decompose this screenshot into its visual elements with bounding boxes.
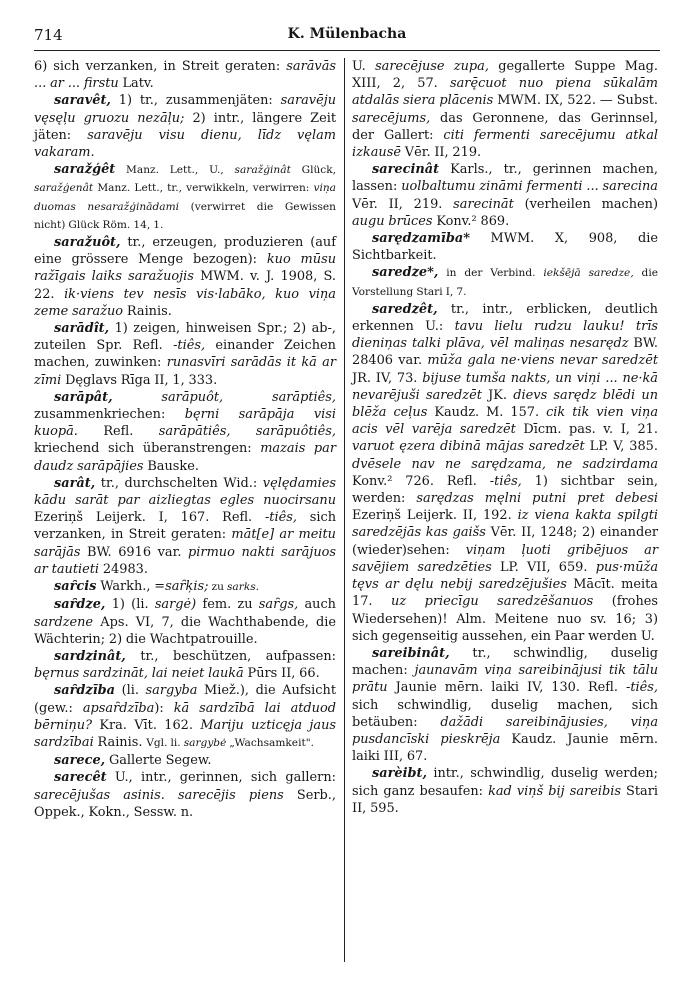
entry-example: uolbaltumu zināmi fermenti ... sarecina	[401, 179, 658, 195]
entry-text: Mācīt. meita 17.	[352, 577, 658, 610]
entry-example: jaunavām viņa sareibinājusi tik tālu prātu	[352, 663, 658, 696]
entry-example: saȓgs,	[258, 597, 299, 613]
entry-text: sich verzanken, in Streit geraten:	[34, 510, 336, 543]
entry-headword: sarāpât,	[54, 389, 113, 405]
dictionary-entry	[34, 389, 336, 475]
dictionary-entry	[34, 92, 336, 161]
entry-example: sarecējuse zupa,	[375, 59, 489, 74]
entry-example: kad viņš bij sareibis	[488, 783, 621, 799]
entry-example: sardzene	[34, 614, 94, 630]
entry-text: fem. zu	[196, 597, 259, 613]
entry-headword: saredze*,	[372, 265, 439, 281]
entry-text: Rainis.	[93, 734, 147, 750]
entry-text: Vēr. II, 219.	[400, 145, 482, 161]
entry-text: die Vorstellung Stari I, 7.	[352, 267, 658, 298]
entry-text: Konv.² 869.	[432, 213, 510, 229]
entry-text: Bauske.	[143, 458, 199, 474]
entry-text: Kra. Vīt. 162.	[91, 717, 201, 733]
entry-example: saražģenât	[34, 182, 94, 195]
entry-text: ):	[154, 700, 174, 716]
entry-text: Ezeriņš Leijerk. I, 167. Refl.	[34, 510, 265, 526]
dictionary-entry	[34, 769, 336, 821]
entry-headword: saražuôt,	[54, 235, 121, 251]
entry-text: „Wachsamkeit".	[226, 736, 314, 749]
left-column	[34, 58, 336, 821]
entry-example: pus·mūža tęvs ar dęlu nebij saredzējušies	[352, 559, 659, 593]
entry-text: Vēr. II, 219.	[352, 196, 454, 212]
entry-example: sarecējums,	[352, 110, 431, 126]
dictionary-entry	[352, 161, 658, 230]
entry-example: augu brūces	[352, 213, 433, 229]
entry-text: sich schwindlig, duselig machen, sich betäuben:	[352, 697, 658, 730]
entry-text: Manz. Lett., tr., verwikkeln, verwirren:	[93, 182, 314, 195]
dictionary-entry	[34, 578, 336, 596]
entry-example: apsaȓdzība	[82, 700, 155, 716]
right-column	[352, 58, 658, 817]
entry-text: einander Zeichen machen, zuwinken:	[34, 338, 336, 371]
entry-headword: saȓcis	[54, 579, 97, 595]
entry-text: Vgl. li.	[146, 736, 184, 749]
dictionary-entry	[352, 301, 658, 645]
entry-example: viņam ļuoti gribējuos ar savējiem saredzēties	[352, 542, 658, 575]
dictionary-entry	[34, 596, 336, 648]
dictionary-entry	[352, 264, 658, 300]
entry-example: saražģinât	[234, 164, 291, 177]
dictionary-entry	[352, 645, 658, 765]
entry-example: kā sardzībā lai atduod bērniņu?	[34, 700, 337, 733]
entry-example: saravēju vęsęļu gruozu nezāļu;	[34, 93, 336, 126]
entry-text: Miež.), die Aufsicht (gew.:	[34, 683, 336, 716]
entry-text: Stari II, 595.	[352, 783, 659, 816]
entry-headword: sardzinât,	[54, 648, 126, 664]
entry-text: tr., intr., erblicken, deutlich erkennen U.:	[352, 301, 658, 335]
entry-text: zu	[208, 581, 227, 594]
entry-text: Gallerte Segew.	[105, 753, 212, 769]
entry-text: 24983.	[99, 561, 148, 577]
entry-text: zusammenkriechen:	[34, 407, 185, 423]
entry-text: gegallerte Suppe Mag. XIII, 2, 57.	[352, 59, 658, 92]
entry-example: sarecināt	[453, 196, 514, 212]
entry-text: U.	[352, 59, 376, 74]
entry-example: -tiês,	[173, 338, 206, 354]
entry-example: iz viena kakta spilgti saredzējās kas gaišs	[352, 508, 658, 541]
entry-text: Dīcm. pas. v. I, 21.	[515, 422, 658, 438]
entry-example: cik tik vien viņa acis vēl varēja saredzēt	[352, 405, 659, 438]
entry-headword: saražģêt	[54, 162, 116, 178]
entry-text: Manz. Lett., U.,	[115, 164, 235, 177]
entry-text: Pūrs II, 66.	[243, 666, 320, 682]
entry-text: 1) (li.	[105, 597, 155, 613]
entry-example: =saȓķis;	[154, 579, 209, 595]
entry-example: kuo mūsu ražīgais laiks saražuojis	[34, 252, 336, 285]
entry-example: sarāpuôt,	[112, 389, 272, 405]
entry-example: uz priecīgu saredzēšanuos	[391, 594, 594, 610]
entry-example: -tiês,	[626, 680, 658, 696]
entry-text: Kaudz. Jaunie mērn. laiki III, 67.	[352, 731, 659, 765]
dictionary-entry	[352, 58, 658, 161]
entry-text: tr., durchschelten Wid.:	[95, 475, 263, 491]
entry-text: (verheilen machen)	[513, 196, 658, 212]
entry-example: citi fermenti sarecējumu atkal izkausē	[352, 127, 658, 161]
entry-example: bęrnus sardzināt, lai neiet laukā	[34, 666, 244, 682]
entry-text: Rainis.	[123, 303, 172, 319]
dictionary-entry	[34, 648, 336, 682]
entry-example: dažādi sareibinājusies, viņa pusdancīski pieskrēja	[352, 714, 659, 747]
entry-text: 1) sichtbar sein, werden:	[352, 473, 658, 507]
entry-example: viņa duomas nesaražģinādami	[34, 182, 336, 213]
entry-example: ik·viens tev nesīs vis·labāko, kuo viņa zeme saražuo	[34, 286, 336, 319]
column-divider	[344, 58, 345, 962]
entry-text: Vēr. II, 1248; 2) einander (wieder)sehen:	[352, 525, 659, 558]
entry-example: dievs sarędz blēdi un blēža ceļus	[352, 387, 658, 421]
entry-text: MWM. X, 908, die Sichtbarkeit.	[352, 231, 658, 264]
entry-example: bęrni sarāpāja visi kuopā.	[34, 407, 336, 440]
dictionary-entry	[34, 320, 336, 389]
dictionary-entry	[34, 161, 336, 234]
entry-text: in der Verbind.	[438, 267, 544, 280]
entry-example: mūža gala ne·viens nevar saredzēt	[427, 353, 659, 369]
entry-text: das Geronnene, das Gerinnsel, der Gallert:	[352, 110, 658, 143]
entry-headword: sarât,	[54, 475, 96, 491]
entry-example: runasvīri sarādās it kā ar zīmi	[34, 355, 336, 388]
entry-text: (li.	[115, 683, 146, 699]
entry-headword: saȓdzība	[54, 683, 115, 699]
entry-example: Mariju uzticęja jaus sardzībai	[34, 717, 336, 750]
entry-text: 1) zeigen, hinweisen Spr.; 2) ab-, zuteilen Spr. Refl.	[34, 321, 336, 354]
entry-text: Kaudz. M. 157.	[427, 405, 547, 421]
entry-headword: sarecêt	[54, 770, 107, 786]
entry-text: Konv.² 726. Refl.	[352, 473, 490, 489]
entry-headword: sarecinât	[372, 162, 440, 178]
entry-text: MWM. IX, 522. — Subst.	[493, 93, 658, 109]
entry-example: sarę̄cuot nuo piena sūkalām atdalās siera plācenis	[352, 76, 658, 109]
entry-example: vęlędamies kādu sarāt par aizliegtas egles nuocirsanu	[34, 475, 336, 509]
entry-text: 6) sich verzanken, in Streit geraten:	[34, 59, 287, 74]
entry-example: pirmuo nakti sarājuos ar tautieti	[34, 544, 336, 577]
entry-text: Aps. VI, 7, die Wachthabende, die Wächterin; 2) die Wachtpatrouille.	[34, 614, 336, 647]
page-number: 714	[34, 26, 63, 44]
entry-example: māt[e] ar meitu sarājās	[34, 527, 336, 560]
entry-example: sarāvās ... ar ... firstu	[34, 59, 336, 92]
entry-text: 2) intr., längere Zeit jäten:	[34, 110, 336, 143]
entry-example: sargė)	[154, 597, 197, 613]
dictionary-entry	[34, 752, 336, 769]
entry-text: Warkh.,	[96, 579, 155, 595]
header-rule	[34, 50, 660, 51]
entry-headword: saravêt,	[54, 93, 111, 109]
entry-text: Ezeriņš Leijerk. II, 192.	[352, 508, 518, 524]
dictionary-entry	[34, 682, 336, 752]
dictionary-entry	[34, 58, 336, 92]
dictionary-entry	[352, 765, 658, 817]
page-header	[34, 26, 660, 50]
entry-example: saravēju visu dienu, līdz vęlam vakaram.	[34, 127, 336, 161]
dictionary-entry	[34, 234, 336, 320]
entry-example: mazais par daudz sarāpājies	[34, 441, 336, 474]
entry-text: kriechend sich überanstrengen:	[34, 441, 261, 457]
entry-headword: sarędzamība*	[372, 231, 470, 247]
entry-text: (verwirret die Gewissen nicht) Glück Röm. 14, 1.	[34, 200, 336, 231]
entry-headword: sarādît,	[54, 321, 110, 337]
entry-text: Dęglavs Rīga II, 1, 333.	[61, 372, 218, 388]
entry-example: varuot ęzera dibinā mājas saredzēt	[352, 439, 585, 455]
entry-example: -tiês,	[264, 510, 297, 526]
entry-text: BW. 28406 var.	[352, 336, 658, 369]
entry-text: MWM. v. J. 1908, S. 22.	[34, 269, 336, 302]
entry-example: sarāptiês,	[271, 389, 336, 405]
entry-text: Karls., tr., gerinnen machen, lassen:	[352, 162, 658, 195]
entry-headword: saȓdze,	[54, 597, 106, 613]
entry-example: tavu lielu rudzu lauku! trīs dieniņas talki plāva, vēl maliņas nesarędz	[352, 319, 658, 352]
entry-example: sargybė	[183, 736, 227, 749]
entry-example: iekšējā saredze,	[543, 267, 634, 280]
entry-example: bijuse tumša nakts, un viņi ... ne·kā nevarējuši saredzēt	[352, 370, 658, 403]
entry-text: tr., schwindlig, duselig machen:	[352, 645, 658, 679]
entry-text: Glück,	[290, 164, 336, 177]
entry-example: sarāpātiês, sarāpuôtiês,	[158, 424, 336, 440]
entry-text: Refl.	[77, 424, 159, 440]
running-head: K. Mülenbacha	[287, 26, 407, 42]
entry-text: LP. VII, 659.	[491, 559, 596, 575]
entry-example: sarks.	[227, 581, 260, 594]
entry-headword: sarèibt,	[372, 766, 427, 782]
entry-text: JR. IV, 73.	[352, 370, 423, 386]
entry-text: Serb., Oppek., Kokn., Sessw. n.	[34, 787, 337, 820]
entry-text: auch	[298, 597, 336, 613]
entry-example: sarecējušas asinis. sarecējis piens	[34, 787, 284, 803]
dictionary-entry	[352, 230, 658, 264]
entry-text: Latv.	[118, 76, 154, 92]
entry-text: JK.	[481, 387, 514, 403]
entry-example: sarędzas męlni putni pret debesi	[416, 491, 658, 507]
entry-example: sargyba	[145, 683, 198, 699]
entry-headword: sarece,	[54, 753, 106, 769]
entry-example: dvēsele nav ne sarędzama, ne sadzirdama	[352, 456, 658, 472]
entry-text: tr., beschützen, aufpassen:	[125, 648, 336, 664]
entry-text: BW. 6916 var.	[80, 544, 189, 560]
entry-text: U., intr., gerinnen, sich gallern:	[106, 770, 336, 786]
entry-text: tr., erzeugen, produzieren (auf eine grössere Menge bezogen):	[34, 235, 336, 268]
entry-text: Jaunie mērn. laiki IV, 130. Refl.	[387, 680, 626, 696]
entry-headword: saredzêt,	[372, 301, 438, 317]
entry-text: (frohes Wiedersehen)! Alm. Meitene nuo sv. 16; 3) sich gegenseitig aussehen, ein Paar werden U.	[352, 594, 658, 644]
entry-headword: sareibinât,	[372, 645, 450, 661]
entry-text: 1) tr., zusammenjäten:	[110, 93, 281, 109]
entry-text: intr., schwindlig, duselig werden; sich ganz besaufen:	[352, 766, 658, 799]
dictionary-entry	[34, 475, 336, 578]
entry-text: LP. V, 385.	[584, 439, 658, 455]
entry-example: -tiês,	[489, 473, 522, 489]
